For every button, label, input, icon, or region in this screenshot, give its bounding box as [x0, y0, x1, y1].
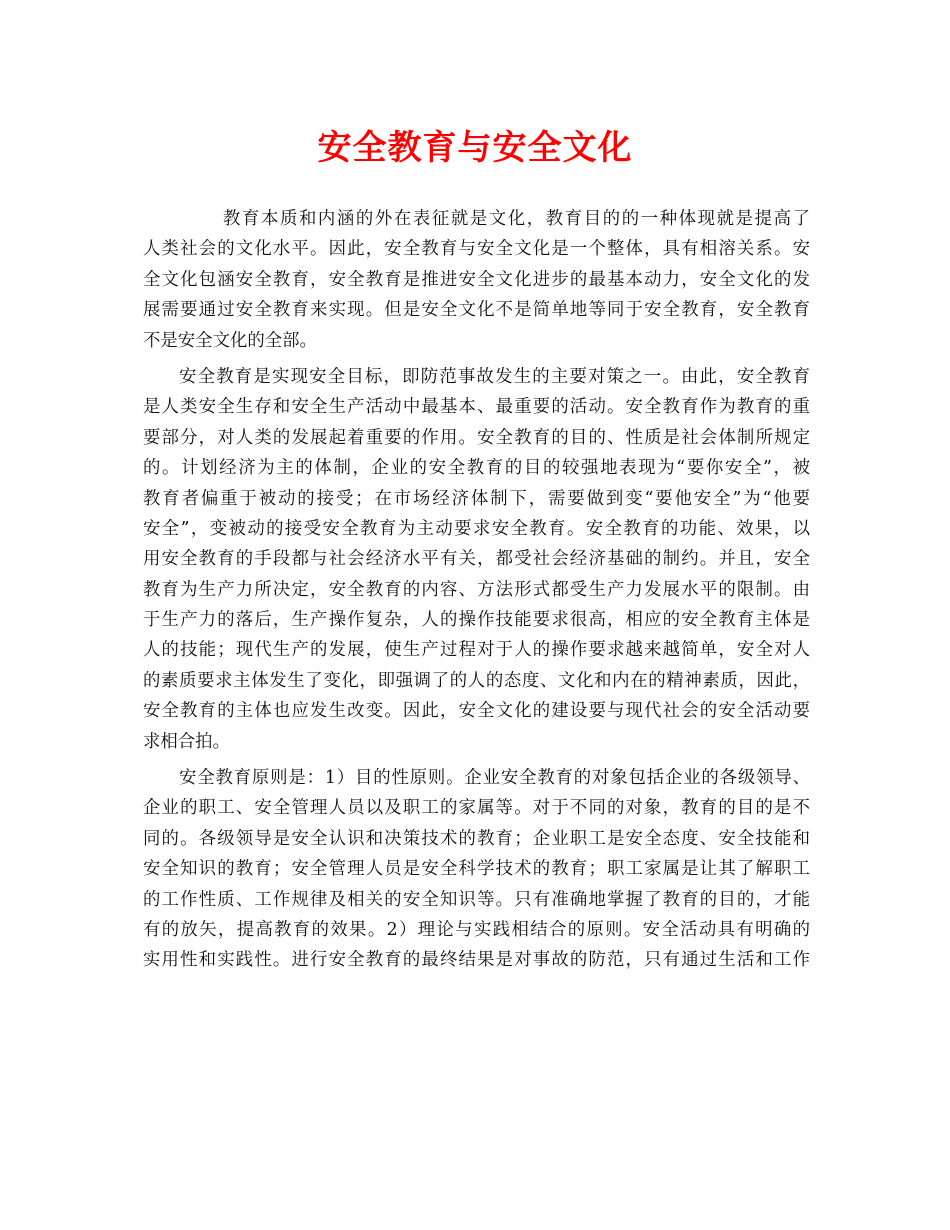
paragraph-line: 人类社会的文化水平。因此，安全教育与安全文化是一个整体，具有相溶关系。安 — [143, 239, 810, 260]
paragraph-line: 安全”，变被动的接受安全教育为主动要求安全教育。安全教育的功能、效果，以 — [143, 518, 810, 539]
paragraph-line: 同的。各级领导是安全认识和决策技术的教育；企业职工是安全态度、安全技能和 — [143, 828, 810, 849]
paragraph-line: 不是安全文化的全部。 — [143, 330, 317, 351]
paragraph-line: 的素质要求主体发生了变化，即强调了的人的态度、文化和内在的精神素质，因此， — [143, 670, 810, 691]
paragraph-line: 教育者偏重于被动的接受；在市场经济体制下，需要做到变“要他安全”为“他要 — [143, 488, 810, 509]
paragraph-line: 安全教育是实现安全目标，即防范事故发生的主要对策之一。由此，安全教育 — [179, 366, 810, 387]
paragraph-3 — [143, 763, 810, 976]
paragraph-line: 安全知识的教育；安全管理人员是安全科学技术的教育；职工家属是让其了解职工 — [143, 859, 810, 880]
paragraph-line: 用安全教育的手段都与社会经济水平有关，都受社会经济基础的制约。并且，安全 — [143, 549, 810, 570]
paragraph-1 — [143, 204, 810, 356]
paragraph-line: 安全教育原则是：1）目的性原则。企业安全教育的对象包括企业的各级领导、 — [179, 768, 810, 789]
document-body — [143, 204, 810, 976]
paragraph-line: 教育为生产力所决定，安全教育的内容、方法形式都受生产力发展水平的限制。由 — [143, 579, 810, 600]
paragraph-line: 展需要通过安全教育来实现。但是安全文化不是简单地等同于安全教育，安全教育 — [143, 300, 810, 321]
paragraph-2 — [143, 362, 810, 757]
paragraph-line: 安全教育的主体也应发生改变。因此，安全文化的建设要与现代社会的安全活动要 — [143, 701, 810, 722]
paragraph-line: 全文化包涵安全教育，安全教育是推进安全文化进步的最基本动力，安全文化的发 — [143, 269, 810, 290]
paragraph-line: 实用性和实践性。进行安全教育的最终结果是对事故的防范，只有通过生活和工作 — [143, 950, 810, 971]
paragraph-line: 的。计划经济为主的体制，企业的安全教育的目的较强地表现为“要你安全”，被 — [143, 458, 810, 479]
paragraph-line: 有的放矢，提高教育的效果。2）理论与实践相结合的原则。安全活动具有明确的 — [143, 919, 810, 940]
paragraph-line: 是人类安全生存和安全生产活动中最基本、最重要的活动。安全教育作为教育的重 — [143, 397, 810, 418]
paragraph-line: 企业的职工、安全管理人员以及职工的家属等。对于不同的对象，教育的目的是不 — [143, 798, 810, 819]
paragraph-line: 求相合拍。 — [143, 731, 230, 752]
paragraph-line: 要部分，对人类的发展起着重要的作用。安全教育的目的、性质是社会体制所规定 — [143, 427, 810, 448]
document-title: 安全教育与安全文化 — [317, 128, 633, 168]
paragraph-line: 教育本质和内涵的外在表征就是文化，教育目的的一种体现就是提高了 — [223, 209, 810, 229]
paragraph-line: 的工作性质、工作规律及相关的安全知识等。只有准确地掌握了教育的目的，才能 — [143, 889, 810, 910]
paragraph-line: 人的技能；现代生产的发展，使生产过程对于人的操作要求越来越简单，安全对人 — [143, 640, 810, 661]
paragraph-line: 于生产力的落后，生产操作复杂，人的操作技能要求很高，相应的安全教育主体是 — [143, 610, 810, 631]
